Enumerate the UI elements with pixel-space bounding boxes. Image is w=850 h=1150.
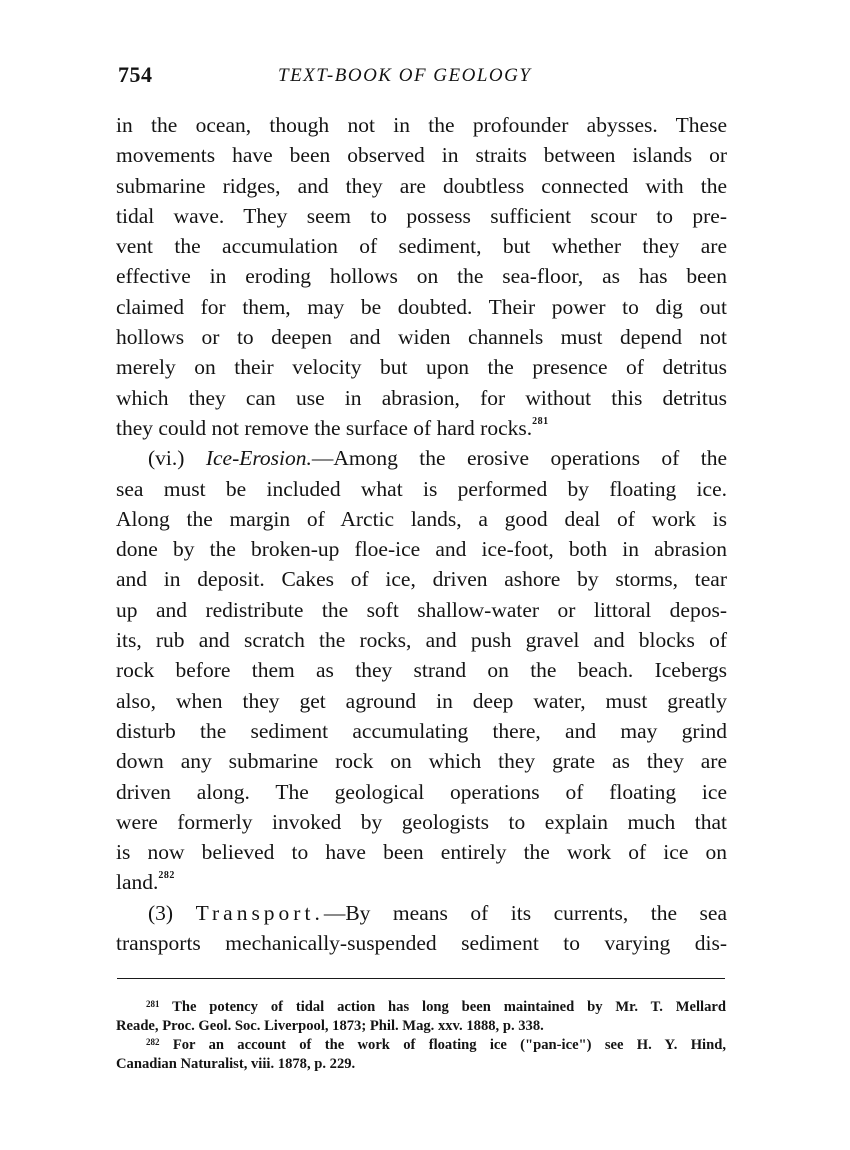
- footnote-text: Canadian Naturalist, viii. 1878, p. 229.: [116, 1056, 356, 1072]
- footnote-281: [116, 998, 726, 1017]
- footnotes: [116, 998, 726, 1074]
- text-line: which they can use in abrasion, for without this detritus: [116, 385, 727, 410]
- section-lead: —By means of its currents, the sea: [323, 900, 728, 925]
- text-line: tidal wave. They seem to possess sufficient scour to pre-: [116, 203, 727, 228]
- footnote-rule: [117, 978, 725, 979]
- line-text: they could not remove the surface of hard rocks.: [116, 415, 533, 440]
- text-line: and in deposit. Cakes of ice, driven ashore by storms, tear: [116, 567, 727, 592]
- text-line: down any submarine rock on which they grate as they are: [116, 749, 727, 774]
- text-line: transports mechanically-suspended sediment to varying dis-: [116, 931, 727, 956]
- section-heading: Transport.: [195, 900, 324, 925]
- text-line: [116, 413, 727, 443]
- text-line: Along the margin of Arctic lands, a good deal of work is: [116, 506, 727, 531]
- page-number: 754: [118, 62, 153, 87]
- text-line: its, rub and scratch the rocks, and push gravel and blocks of: [116, 628, 727, 653]
- footnote-mark: 282: [146, 1037, 160, 1047]
- footnote-ref-281[interactable]: 281: [532, 415, 549, 427]
- text-line: were formerly invoked by geologists to explain much that: [116, 809, 727, 834]
- text-line: is now believed to have been entirely the work of ice on: [116, 840, 727, 865]
- text-line: also, when they get aground in deep water, must greatly: [116, 688, 727, 713]
- line-text: land.: [116, 870, 159, 895]
- footnote-text: For an account of the work of floating ice ("pan-ice") see H. Y. Hind,: [172, 1037, 726, 1053]
- page-header: [118, 62, 730, 92]
- text-line: hollows or to deepen and widen channels must depend not: [116, 325, 727, 350]
- footnote-282: [116, 1036, 726, 1055]
- text-line: disturb the sediment accumulating there, and may grind: [116, 718, 727, 743]
- footnote-mark: 281: [146, 999, 160, 1009]
- text-line: merely on their velocity but upon the presence of detritus: [116, 355, 727, 380]
- text-line: sea must be included what is performed by floating ice.: [116, 476, 727, 501]
- section-heading: Ice-Erosion.: [205, 446, 312, 471]
- text-line: driven along. The geological operations of floating ice: [116, 779, 727, 804]
- text-line: claimed for them, may be doubted. Their power to dig out: [116, 294, 727, 319]
- text-line: vent the accumulation of sediment, but whether they are: [116, 234, 727, 259]
- text-line: [116, 867, 727, 897]
- section-number: (vi.): [148, 446, 185, 471]
- running-title: TEXT-BOOK OF GEOLOGY: [278, 65, 532, 86]
- text-line: rock before them as they strand on the beach. Icebergs: [116, 658, 727, 683]
- footnote-ref-282[interactable]: 282: [158, 870, 175, 882]
- section-3-heading-line: [116, 898, 727, 928]
- text-line: effective in eroding hollows on the sea-floor, as has been: [116, 264, 727, 289]
- body-text: [116, 110, 727, 958]
- text-line: movements have been observed in straits between islands or: [116, 143, 727, 168]
- footnote-text: Reade, Proc. Geol. Soc. Liverpool, 1873; Phil. Mag. xxv. 1888, p. 338.: [116, 1018, 544, 1034]
- text-line: submarine ridges, and they are doubtless connected with the: [116, 173, 727, 198]
- section-lead: —Among the erosive operations of the: [311, 446, 727, 471]
- text-line: in the ocean, though not in the profounder abysses. These: [116, 113, 727, 137]
- text-line: done by the broken-up floe-ice and ice-foot, both in abrasion: [116, 537, 727, 562]
- section-number: (3): [148, 900, 174, 925]
- text-line: up and redistribute the soft shallow-water or littoral depos-: [116, 597, 727, 622]
- footnote-text: The potency of tidal action has long been maintained by Mr. T. Mellard: [172, 999, 726, 1015]
- section-vi-heading-line: [116, 443, 727, 473]
